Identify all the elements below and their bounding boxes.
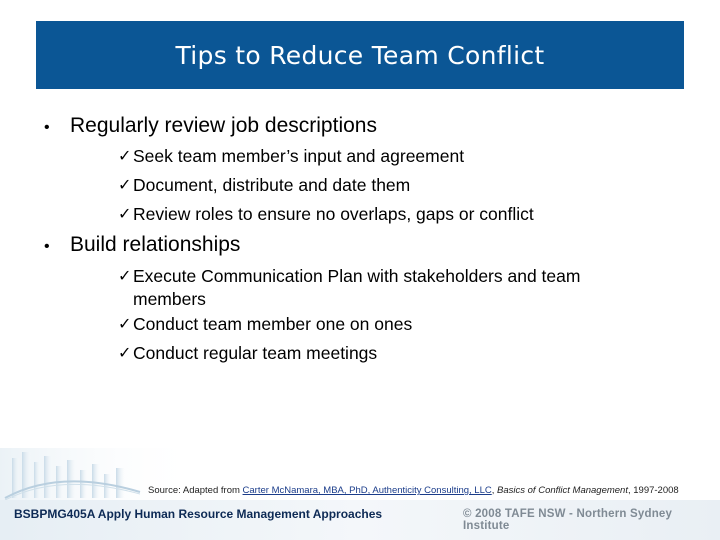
checkmark-icon: ✓ [118,148,132,165]
sub-item [118,200,534,229]
copyright-notice: © 2008 TAFE NSW - Northern Sydney Institute [463,508,673,532]
sub-item [118,339,580,368]
sub-item-text: Document, distribute and date them [133,175,411,195]
sub-item [118,310,580,339]
sub-item-text: Execute Communication Plan with stakeholders and team [133,266,581,286]
sub-item-text-continued: members [133,289,206,309]
bullet-1-text: Regularly review job descriptions [70,114,377,137]
checkmark-icon: ✓ [118,316,132,333]
bullet-dot-icon: • [44,119,50,136]
checkmark-icon: ✓ [118,345,132,362]
source-mid: , [491,485,498,496]
source-title: Basics of Conflict Management [497,485,628,496]
course-code: BSBPMG405A Apply Human Resource Management Approaches [14,507,383,521]
source-citation [148,485,679,496]
bullet-dot-icon: • [44,238,50,255]
checkmark-icon: ✓ [118,177,132,194]
sub-item-text: Review roles to ensure no overlaps, gaps or conflict [133,204,534,224]
source-suffix: , 1997-2008 [627,485,679,496]
bullet-1-subitems [118,142,534,229]
source-prefix: Source: Adapted from [148,485,243,496]
slide-title: Tips to Reduce Team Conflict [175,40,545,70]
bullet-2-text: Build relationships [70,233,241,256]
bullet-1 [44,114,377,138]
sub-item [118,262,580,310]
sub-item-text: Conduct regular team meetings [133,343,378,363]
checkmark-icon: ✓ [118,206,132,223]
checkmark-icon: ✓ [118,268,132,285]
sub-item-text: Conduct team member one on ones [133,314,413,334]
sub-item [118,142,534,171]
sub-item-text: Seek team member’s input and agreement [133,146,465,166]
sub-item [118,171,534,200]
bullet-2-subitems [118,262,580,368]
source-link[interactable]: Carter McNamara, MBA, PhD, Authenticity Consulting, LLC [242,485,492,496]
bullet-2 [44,233,240,257]
